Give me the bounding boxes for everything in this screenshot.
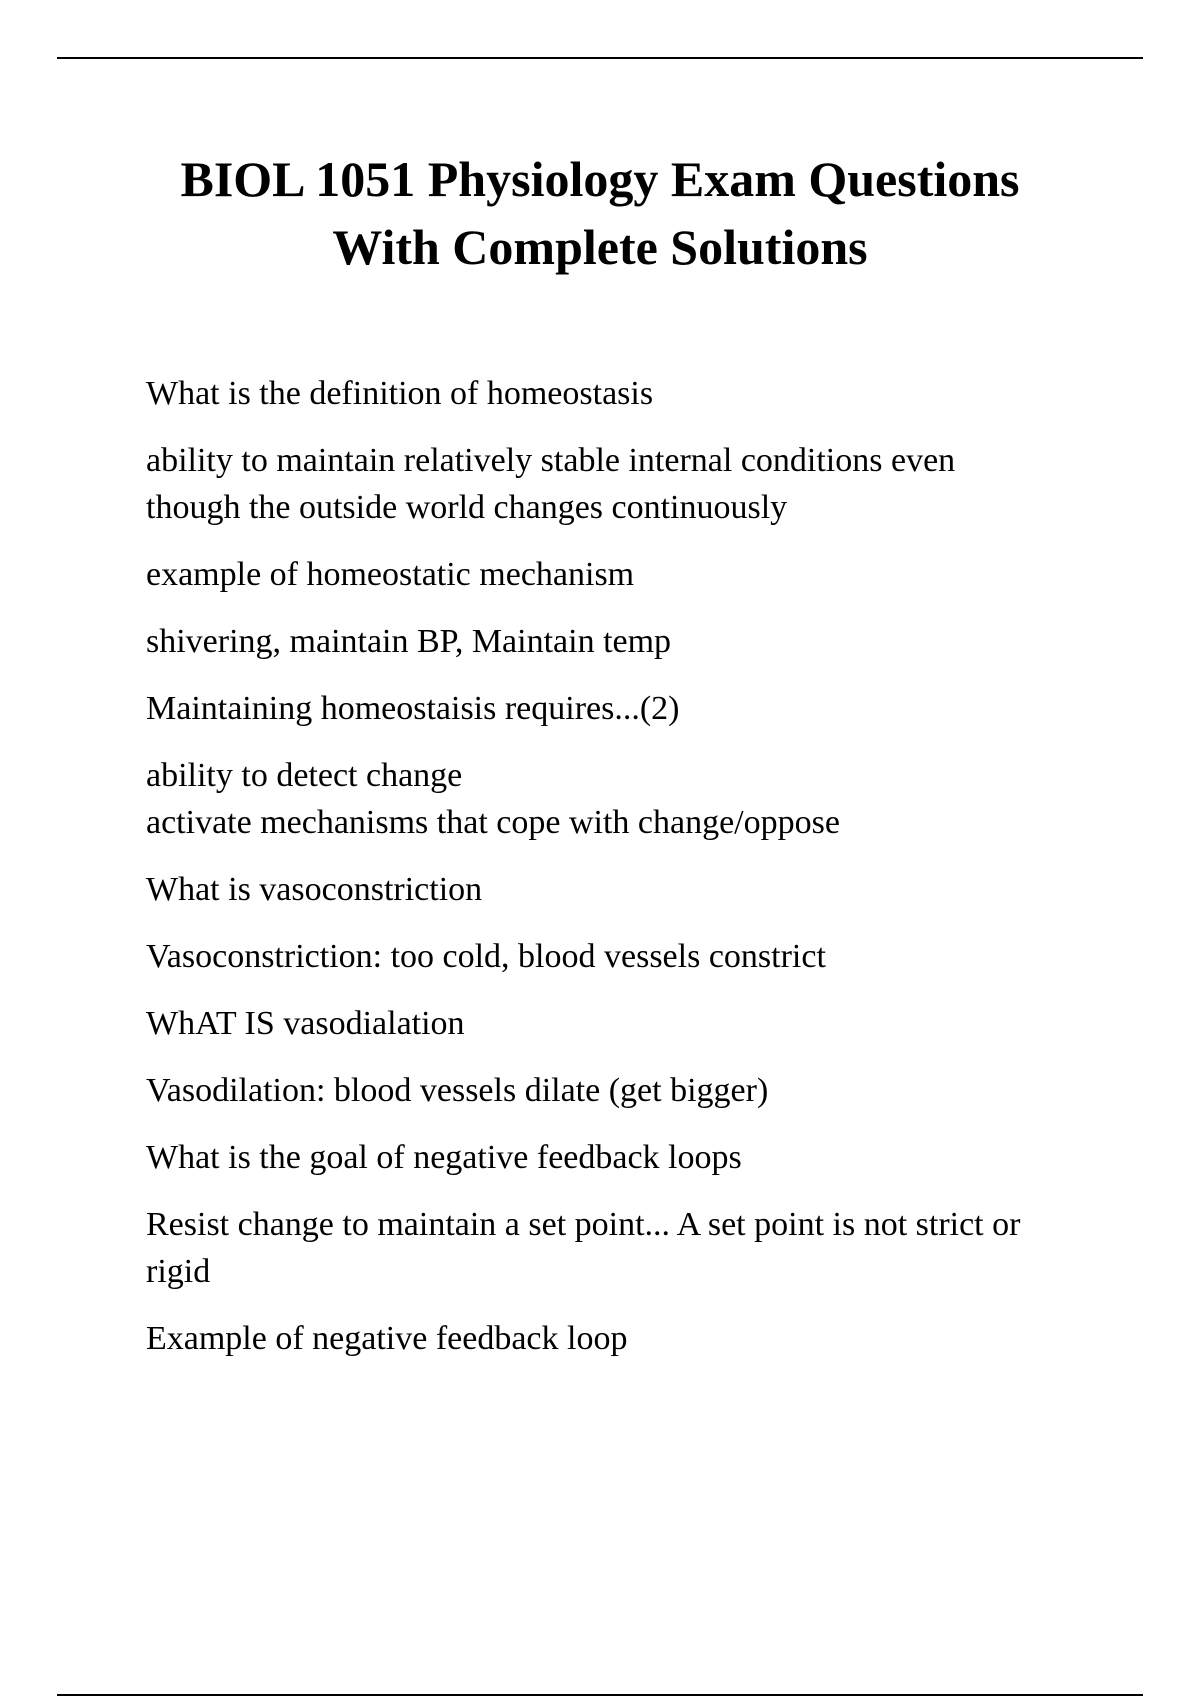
answer-line: Resist change to maintain a set point... A set point is not strict or bbox=[146, 1206, 1021, 1243]
answer-1 bbox=[146, 437, 1096, 531]
question-line: What is the goal of negative feedback loops bbox=[146, 1139, 742, 1176]
answer-4 bbox=[146, 933, 1096, 980]
question-line: WhAT IS vasodialation bbox=[146, 1005, 465, 1042]
answer-line: Vasoconstriction: too cold, blood vessels constrict bbox=[146, 938, 826, 975]
question-3 bbox=[146, 685, 1096, 732]
answer-line: ability to detect change bbox=[146, 757, 463, 794]
question-line: What is the definition of homeostasis bbox=[146, 375, 654, 412]
document-title bbox=[100, 145, 1100, 281]
answer-line: ability to maintain relatively stable internal conditions even bbox=[146, 442, 956, 479]
question-line: Maintaining homeostaisis requires...(2) bbox=[146, 690, 680, 727]
answer-line: though the outside world changes continuously bbox=[146, 489, 788, 526]
title-line-2: With Complete Solutions bbox=[332, 219, 868, 275]
question-5 bbox=[146, 1000, 1096, 1047]
question-line: Example of negative feedback loop bbox=[146, 1320, 628, 1357]
answer-5 bbox=[146, 1067, 1096, 1114]
question-7 bbox=[146, 1315, 1096, 1362]
bottom-rule bbox=[57, 1694, 1143, 1696]
answer-line: activate mechanisms that cope with change/oppose bbox=[146, 804, 840, 841]
question-line: What is vasoconstriction bbox=[146, 871, 483, 908]
top-rule bbox=[57, 57, 1143, 59]
answer-line: rigid bbox=[146, 1253, 211, 1290]
title-line-1: BIOL 1051 Physiology Exam Questions bbox=[180, 151, 1020, 207]
answer-line: shivering, maintain BP, Maintain temp bbox=[146, 623, 672, 660]
question-6 bbox=[146, 1134, 1096, 1181]
question-4 bbox=[146, 866, 1096, 913]
question-line: example of homeostatic mechanism bbox=[146, 556, 635, 593]
answer-3 bbox=[146, 752, 1096, 846]
answer-line: Vasodilation: blood vessels dilate (get bigger) bbox=[146, 1072, 769, 1109]
question-2 bbox=[146, 551, 1096, 598]
answer-6 bbox=[146, 1201, 1096, 1295]
question-1 bbox=[146, 370, 1096, 417]
answer-2 bbox=[146, 618, 1096, 665]
qa-content bbox=[146, 370, 1096, 1382]
